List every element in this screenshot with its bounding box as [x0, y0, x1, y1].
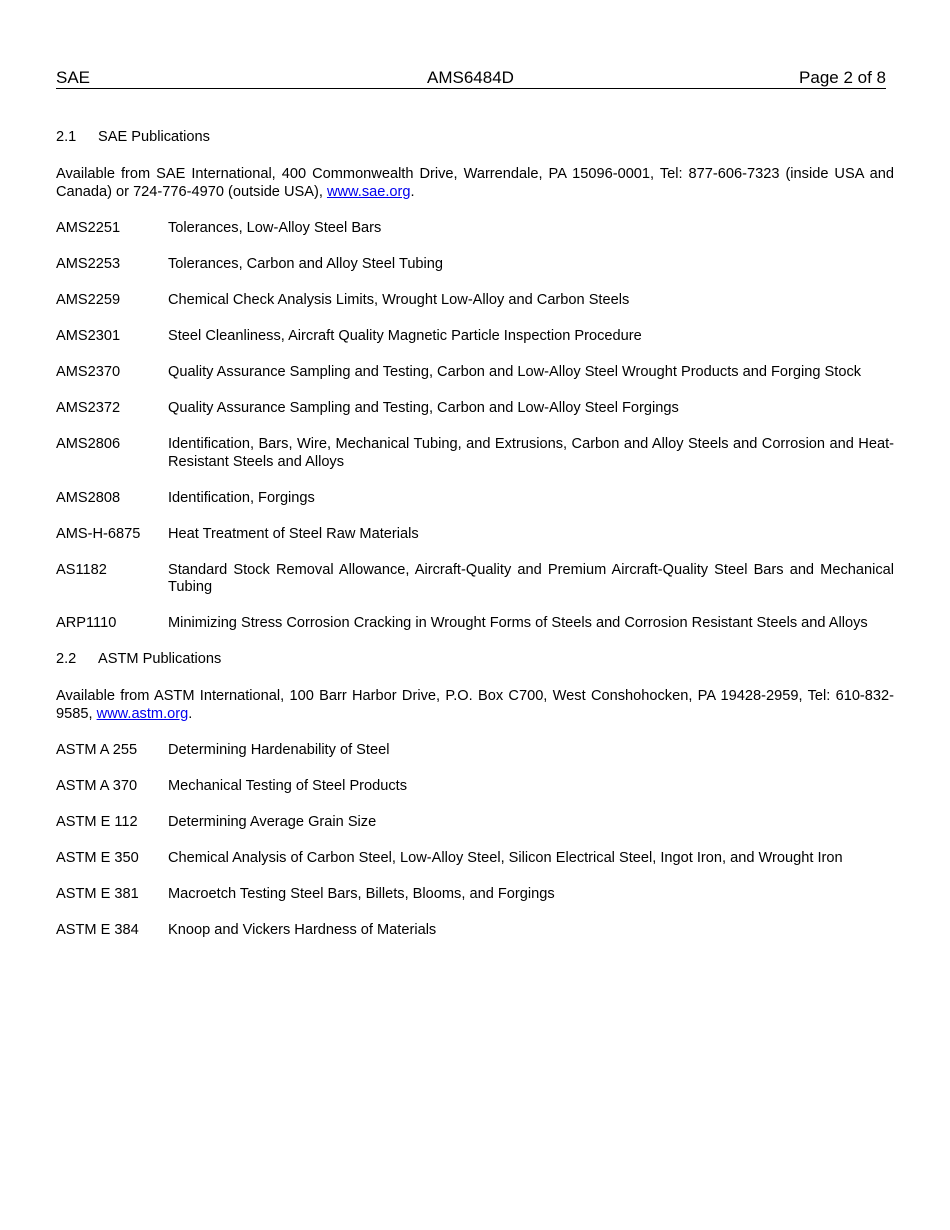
reference-list — [56, 220, 894, 633]
reference-title: Identification, Bars, Wire, Mechanical Tubing, and Extrusions, Carbon and Alloy Steels and Corrosion and Heat-Resistant Steels and Alloys — [168, 436, 894, 470]
reference-item — [56, 922, 894, 940]
reference-code: AMS2251 — [56, 220, 121, 237]
availability-text: Available from ASTM International, 100 Barr Harbor Drive, P.O. Box C700, West Conshohocken, PA 19428-2959, Tel: 610-832-9585, — [56, 688, 894, 722]
reference-code: AMS2370 — [56, 364, 121, 381]
reference-item — [56, 328, 894, 346]
reference-code: ASTM A 255 — [56, 742, 138, 759]
reference-code: ASTM A 370 — [56, 778, 138, 795]
reference-item — [56, 814, 894, 832]
reference-item — [56, 292, 894, 310]
reference-code: AMS2301 — [56, 328, 121, 345]
reference-item — [56, 615, 894, 633]
section-number: 2.1 — [56, 129, 77, 145]
header-doc-number: AMS6484D — [427, 68, 514, 87]
reference-code: AMS2808 — [56, 489, 121, 506]
reference-code: AS1182 — [56, 561, 107, 578]
reference-title: Heat Treatment of Steel Raw Materials — [168, 525, 419, 542]
reference-code: AMS2259 — [56, 292, 121, 309]
reference-item — [56, 400, 894, 418]
page-header — [56, 68, 886, 89]
reference-title: Identification, Forgings — [168, 489, 315, 506]
section-heading — [56, 651, 894, 669]
reference-item — [56, 220, 894, 238]
reference-title: Tolerances, Low-Alloy Steel Bars — [168, 220, 382, 237]
reference-item — [56, 886, 894, 904]
section-heading — [56, 129, 894, 147]
document-body — [56, 129, 894, 958]
availability-end: . — [188, 705, 193, 722]
reference-code: ASTM E 384 — [56, 922, 139, 939]
reference-item — [56, 436, 894, 471]
section-sae-publications — [56, 129, 894, 633]
reference-item — [56, 778, 894, 796]
sae-website-link[interactable]: www.sae.org — [326, 183, 411, 200]
reference-title: Standard Stock Removal Allowance, Aircraft-Quality and Premium Aircraft-Quality Steel Bars and Mechanical Tubing — [168, 561, 894, 596]
reference-title: Knoop and Vickers Hardness of Materials — [168, 922, 437, 939]
reference-title: Chemical Check Analysis Limits, Wrought Low-Alloy and Carbon Steels — [168, 292, 630, 309]
reference-item — [56, 850, 894, 868]
reference-item — [56, 490, 894, 508]
reference-item — [56, 526, 894, 544]
availability-text: Available from SAE International, 400 Commonwealth Drive, Warrendale, PA 15096-0001, Tel: 877-606-7323 (inside USA and Canada) or 724-776-4970 (outside USA), — [56, 166, 894, 200]
reference-code: ASTM E 381 — [56, 886, 139, 903]
reference-code: AMS2806 — [56, 436, 121, 453]
astm-website-link[interactable]: www.astm.org — [96, 705, 189, 722]
reference-title: Steel Cleanliness, Aircraft Quality Magnetic Particle Inspection Procedure — [168, 328, 642, 345]
reference-title: Minimizing Stress Corrosion Cracking in Wrought Forms of Steels and Corrosion Resistant Steels and Alloys — [168, 615, 868, 632]
header-page-number: Page 2 of 8 — [799, 68, 886, 87]
reference-code: ASTM E 350 — [56, 850, 139, 867]
reference-title: Tolerances, Carbon and Alloy Steel Tubing — [168, 256, 444, 273]
reference-title: Mechanical Testing of Steel Products — [168, 778, 408, 795]
reference-title: Quality Assurance Sampling and Testing, Carbon and Low-Alloy Steel Wrought Products and Forging Stock — [168, 364, 862, 381]
reference-code: ASTM E 112 — [56, 814, 138, 831]
reference-list — [56, 742, 894, 940]
availability-paragraph — [56, 166, 894, 201]
availability-paragraph — [56, 688, 894, 723]
section-astm-publications — [56, 651, 894, 940]
reference-item — [56, 742, 894, 760]
section-number: 2.2 — [56, 651, 77, 668]
section-title: ASTM Publications — [98, 651, 222, 668]
reference-code: AMS-H-6875 — [56, 525, 141, 542]
reference-code: AMS2372 — [56, 400, 121, 417]
reference-item — [56, 562, 894, 597]
reference-item — [56, 364, 894, 382]
reference-title: Determining Average Grain Size — [168, 814, 377, 831]
reference-title: Macroetch Testing Steel Bars, Billets, Blooms, and Forgings — [168, 886, 555, 903]
reference-title: Quality Assurance Sampling and Testing, Carbon and Low-Alloy Steel Forgings — [168, 400, 679, 417]
reference-title: Chemical Analysis of Carbon Steel, Low-Alloy Steel, Silicon Electrical Steel, Ingot Iron, and Wrought Iron — [168, 850, 843, 867]
header-org: SAE — [56, 68, 91, 87]
reference-code: AMS2253 — [56, 256, 121, 273]
reference-title: Determining Hardenability of Steel — [168, 742, 390, 759]
reference-code: ARP1110 — [56, 615, 117, 632]
section-title: SAE Publications — [98, 129, 210, 145]
reference-item — [56, 256, 894, 274]
availability-end: . — [410, 183, 415, 200]
